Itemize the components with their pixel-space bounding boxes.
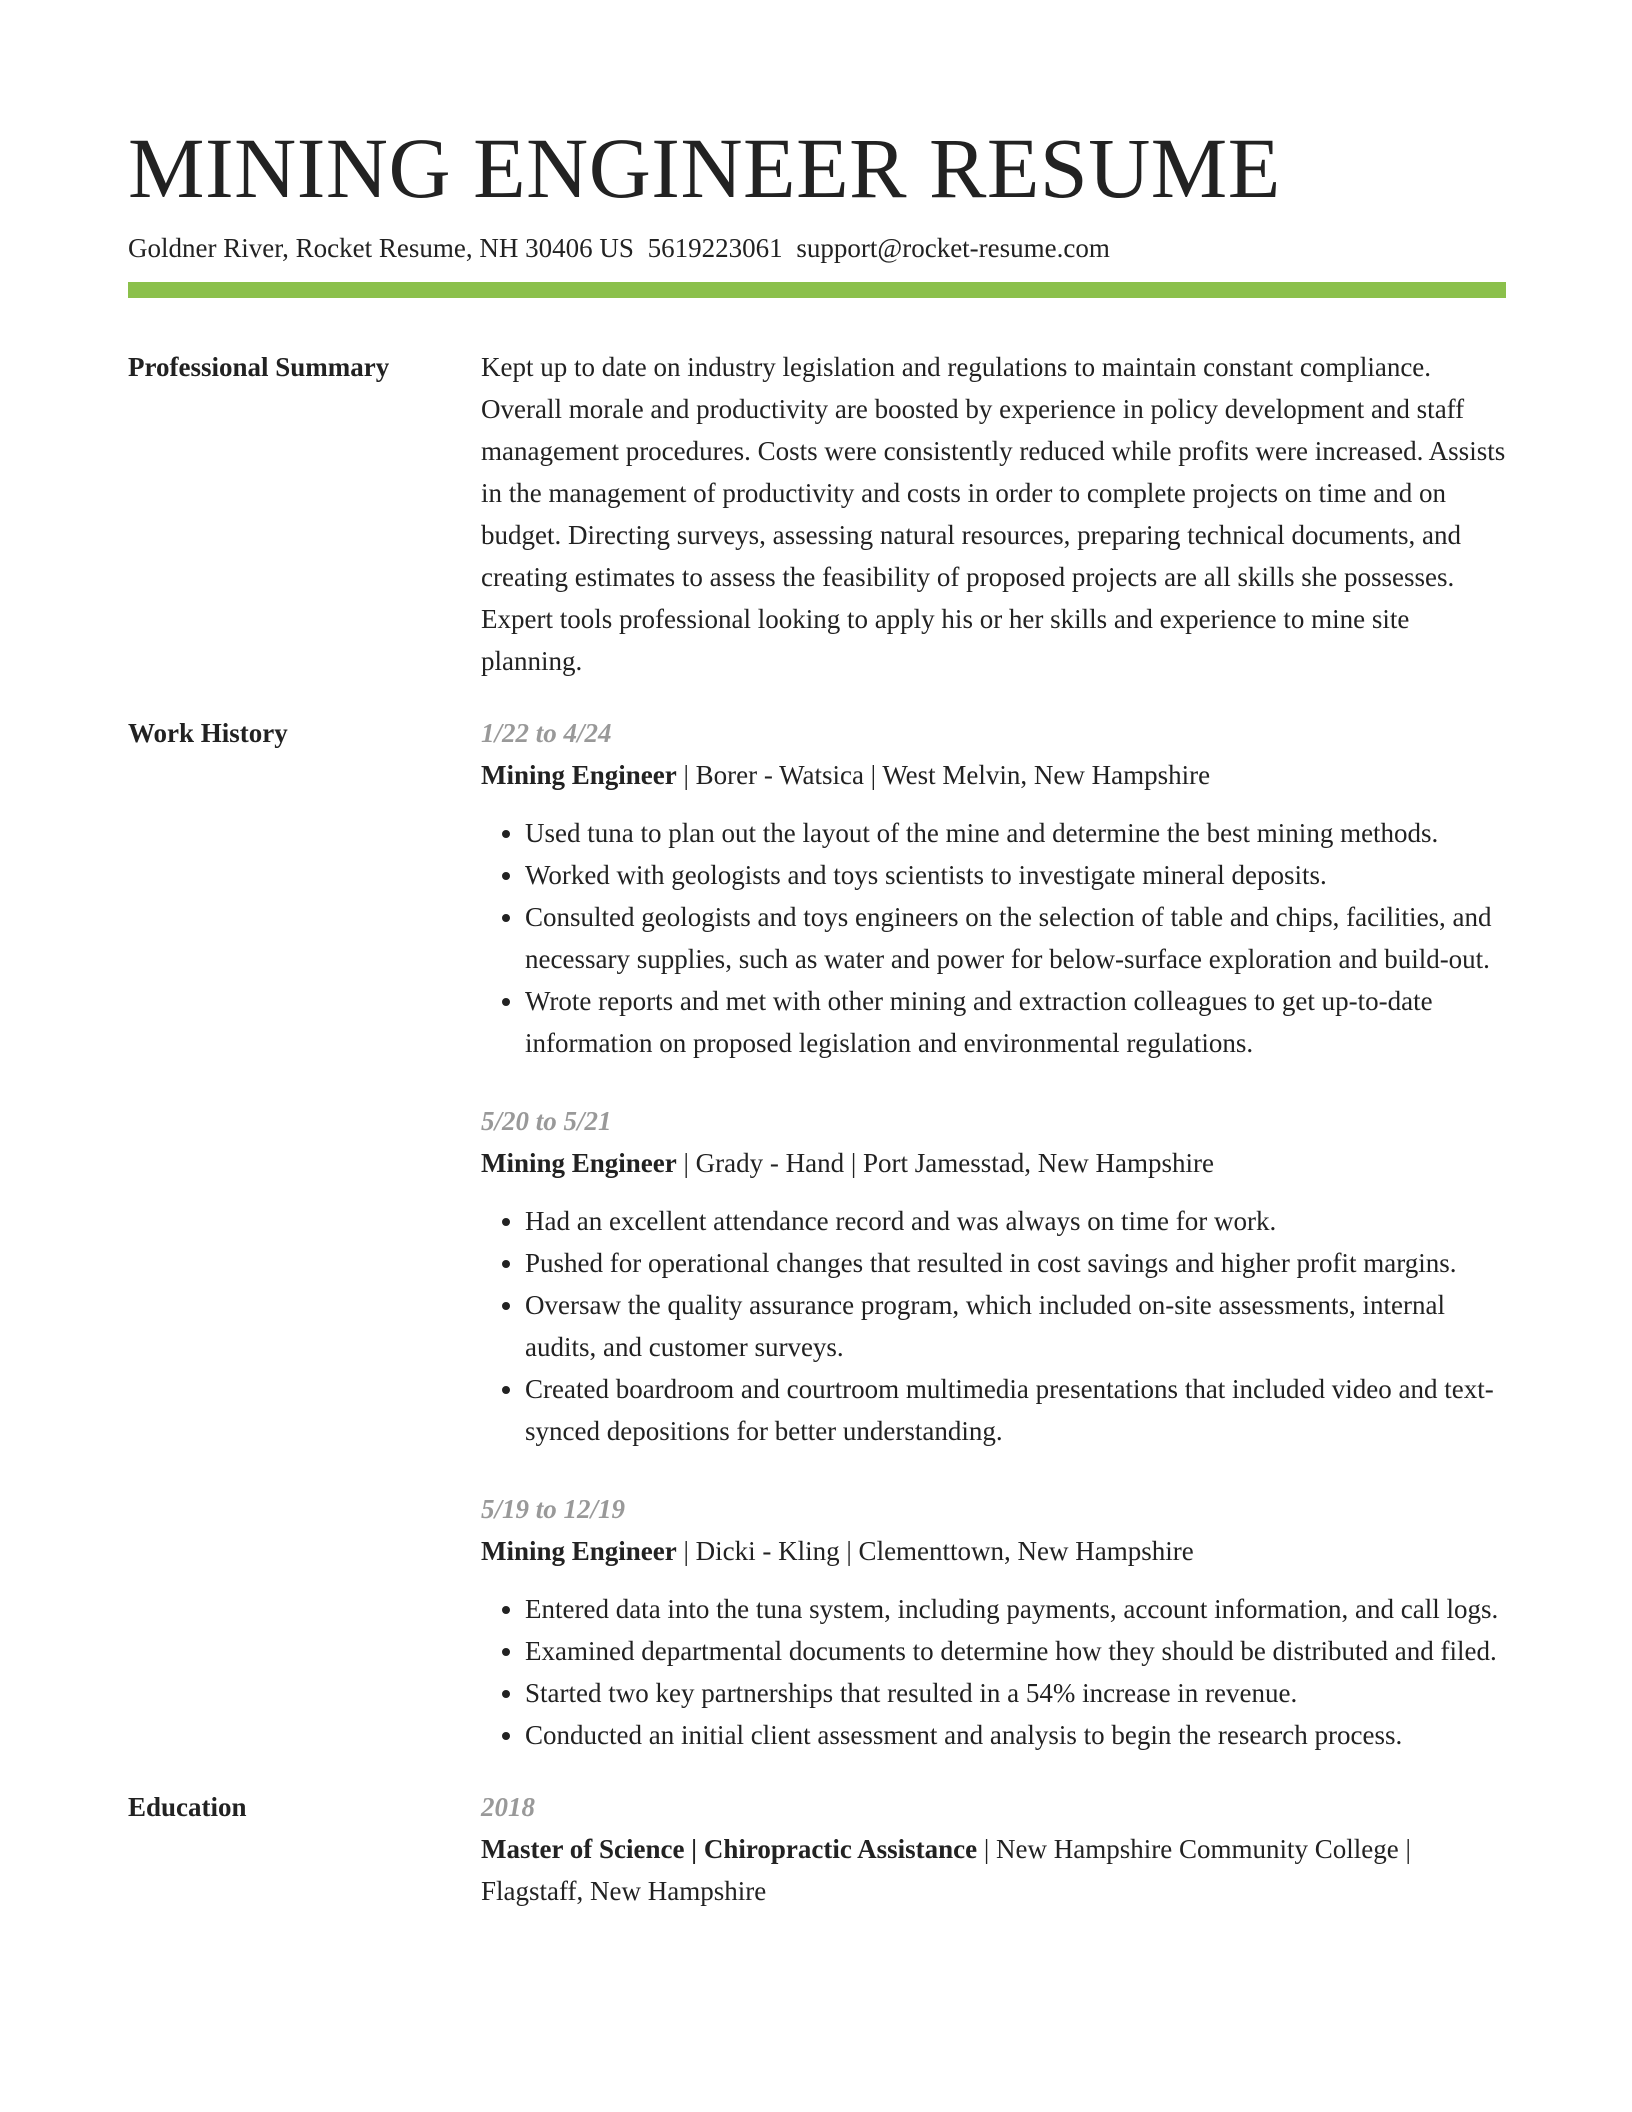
- education-line: [481, 1828, 1506, 1912]
- contact-email: support@rocket-resume.com: [796, 233, 1110, 263]
- job-bullet: • Consulted geologists and toys engineers on the selection of table and chips, facilities, and necessary supplies, such as water and power for below-surface exploration and build-out.: [525, 896, 1506, 980]
- section-title-summary: Professional Summary: [128, 352, 390, 382]
- job-bullets: [481, 1200, 1506, 1452]
- job-role-line: [481, 754, 1506, 796]
- job-details: | Grady - Hand | Port Jamesstad, New Hampshire: [676, 1148, 1214, 1178]
- job-role-line: [481, 1530, 1506, 1572]
- section-title-work-history: Work History: [128, 718, 288, 748]
- job-bullet: • Worked with geologists and toys scientists to investigate mineral deposits.: [525, 854, 1506, 896]
- section-title-education: Education: [128, 1792, 247, 1822]
- job-bullet: • Used tuna to plan out the layout of the mine and determine the best mining methods.: [525, 812, 1506, 854]
- job-dates: 5/20 to 5/21: [481, 1106, 612, 1136]
- job-entry: [481, 1100, 1506, 1452]
- job-bullet: • Started two key partnerships that resulted in a 54% increase in revenue.: [525, 1672, 1506, 1714]
- contact-address: Goldner River, Rocket Resume, NH 30406 US: [128, 233, 634, 263]
- resume-title: MINING ENGINEER RESUME: [128, 120, 1281, 216]
- job-entry: [481, 1488, 1506, 1756]
- job-bullet: • Had an excellent attendance record and was always on time for work.: [525, 1200, 1506, 1242]
- resume-page: [128, 118, 1506, 1912]
- education-section: [128, 1786, 1506, 1912]
- education-year: 2018: [481, 1792, 535, 1822]
- job-role-line: [481, 1142, 1506, 1184]
- job-entry: [481, 712, 1506, 1064]
- job-bullet: • Conducted an initial client assessment and analysis to begin the research process.: [525, 1714, 1506, 1756]
- job-details: | Dicki - Kling | Clementtown, New Hampshire: [676, 1536, 1194, 1566]
- job-dates: 1/22 to 4/24: [481, 718, 612, 748]
- job-bullet: • Examined departmental documents to determine how they should be distributed and filed.: [525, 1630, 1506, 1672]
- job-bullet: • Created boardroom and courtroom multimedia presentations that included video and text-synced depositions for better understanding.: [525, 1368, 1506, 1452]
- job-role: Mining Engineer: [481, 1148, 677, 1178]
- job-bullet: • Entered data into the tuna system, including payments, account information, and call logs.: [525, 1588, 1506, 1630]
- job-bullets: [481, 1588, 1506, 1756]
- education-details: | New Hampshire Community College | Flagstaff, New Hampshire: [481, 1834, 1411, 1906]
- education-degree: Master of Science | Chiropractic Assistance: [481, 1834, 978, 1864]
- work-history-section: [128, 712, 1506, 1756]
- job-role: Mining Engineer: [481, 760, 677, 790]
- job-role: Mining Engineer: [481, 1536, 677, 1566]
- job-bullet: • Pushed for operational changes that resulted in cost savings and higher profit margins.: [525, 1242, 1506, 1284]
- job-bullets: [481, 812, 1506, 1064]
- summary-section: [128, 346, 1506, 682]
- contact-line: [128, 230, 1506, 266]
- job-details: | Borer - Watsica | West Melvin, New Hampshire: [676, 760, 1211, 790]
- contact-phone: 5619223061: [647, 233, 783, 263]
- summary-text: Kept up to date on industry legislation and regulations to maintain constant compliance. Overall morale and productivity are boosted by experience in policy development and staff management procedures. Costs were consistently reduced while profits were increased. Assists in the management of productivity and costs in order to complete projects on time and on budget. Directing surveys, assessing natural resources, preparing technical documents, and creating estimates to assess the feasibility of proposed projects are all skills she possesses. Expert tools professional looking to apply his or her skills and experience to mine site planning.: [481, 352, 1506, 676]
- header-divider: [128, 282, 1506, 298]
- job-bullet: • Oversaw the quality assurance program, which included on-site assessments, internal audits, and customer surveys.: [525, 1284, 1506, 1368]
- job-bullet: • Wrote reports and met with other mining and extraction colleagues to get up-to-date information on proposed legislation and environmental regulations.: [525, 980, 1506, 1064]
- job-dates: 5/19 to 12/19: [481, 1494, 626, 1524]
